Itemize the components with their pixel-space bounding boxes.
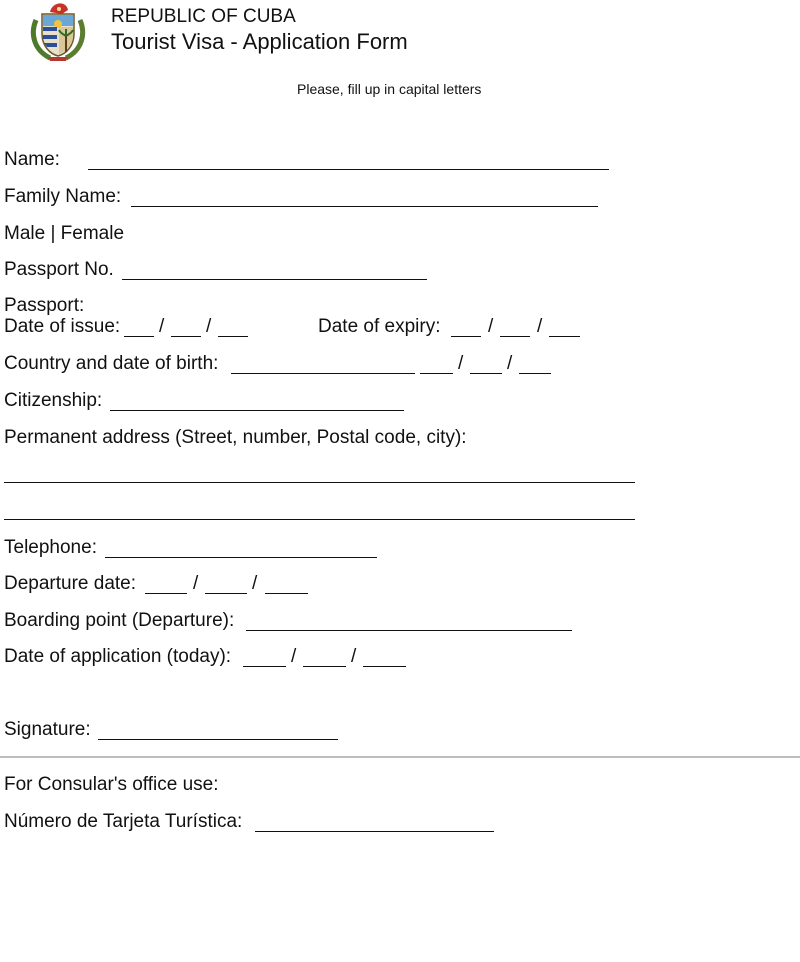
date-separator: /: [458, 353, 464, 374]
application-month-field[interactable]: [303, 648, 346, 667]
date-of-issue-label: Date of issue:: [4, 316, 121, 337]
signature-label: Signature:: [4, 719, 91, 740]
tourist-card-number-label: Número de Tarjeta Turística:: [4, 811, 243, 832]
application-day-field[interactable]: [243, 648, 286, 667]
tourist-card-number-field[interactable]: [255, 813, 494, 832]
address-line-2[interactable]: [4, 519, 635, 520]
birth-day-field[interactable]: [420, 355, 453, 374]
date-separator: /: [291, 646, 297, 667]
expiry-year-field[interactable]: [549, 318, 580, 337]
date-separator: /: [351, 646, 357, 667]
address-line-1[interactable]: [4, 482, 635, 483]
expiry-month-field[interactable]: [500, 318, 530, 337]
citizenship-field[interactable]: [110, 392, 404, 411]
birth-month-field[interactable]: [470, 355, 502, 374]
telephone-label: Telephone:: [4, 537, 97, 558]
date-separator: /: [507, 353, 513, 374]
country-dob-label: Country and date of birth:: [4, 353, 219, 374]
passport-label: Passport:: [4, 295, 85, 316]
telephone-field[interactable]: [105, 539, 377, 558]
date-separator: /: [159, 316, 165, 337]
issue-day-field[interactable]: [124, 318, 154, 337]
passport-number-field[interactable]: [122, 261, 427, 280]
birth-year-field[interactable]: [519, 355, 551, 374]
name-label: Name:: [4, 149, 60, 170]
date-separator: /: [252, 573, 258, 594]
passport-number-label: Passport No.: [4, 259, 114, 280]
signature-field[interactable]: [98, 721, 338, 740]
name-row: [4, 149, 60, 171]
family-name-label: Family Name:: [4, 186, 122, 207]
issue-year-field[interactable]: [218, 318, 248, 337]
citizenship-label: Citizenship:: [4, 390, 103, 411]
country-of-birth-field[interactable]: [231, 355, 415, 374]
date-separator: /: [488, 316, 494, 337]
date-separator: /: [206, 316, 212, 337]
address-label: Permanent address (Street, number, Postal code, city):: [4, 427, 467, 448]
departure-month-field[interactable]: [205, 575, 247, 594]
departure-year-field[interactable]: [265, 575, 308, 594]
form-title: Tourist Visa - Application Form: [111, 29, 408, 54]
issue-month-field[interactable]: [171, 318, 201, 337]
application-date-label: Date of application (today):: [4, 646, 232, 667]
boarding-point-label: Boarding point (Departure):: [4, 610, 235, 631]
expiry-day-field[interactable]: [451, 318, 481, 337]
date-separator: /: [193, 573, 199, 594]
application-year-field[interactable]: [363, 648, 406, 667]
date-separator: /: [537, 316, 543, 337]
family-name-row: [4, 186, 121, 208]
section-divider: [0, 756, 800, 758]
boarding-point-field[interactable]: [246, 612, 572, 631]
country-heading: REPUBLIC OF CUBA: [111, 6, 296, 27]
consular-heading: For Consular's office use:: [4, 774, 219, 795]
name-field[interactable]: [88, 151, 609, 170]
sex-options[interactable]: Male | Female: [4, 223, 125, 244]
fill-instruction: Please, fill up in capital letters: [297, 81, 482, 97]
departure-date-label: Departure date:: [4, 573, 137, 594]
date-of-expiry-label: Date of expiry:: [318, 316, 441, 337]
coat-of-arms-icon: [28, 0, 88, 62]
departure-day-field[interactable]: [145, 575, 187, 594]
passport-number-row: [4, 259, 114, 281]
family-name-field[interactable]: [131, 188, 598, 207]
